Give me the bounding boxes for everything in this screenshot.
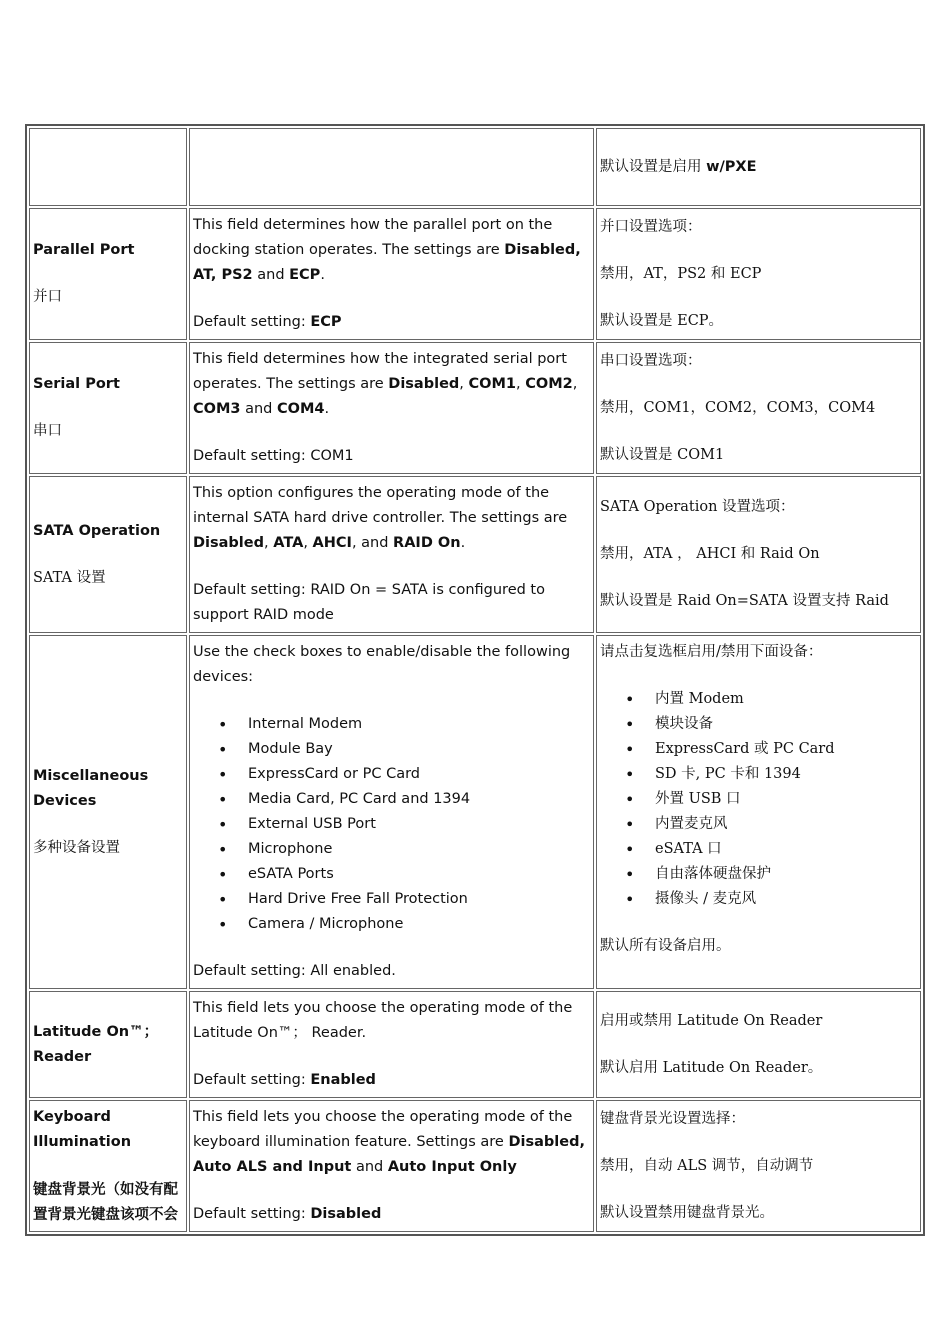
- cn-options: 禁用，AT，PS2 和 ECP: [600, 265, 762, 282]
- setting-name-cell: [29, 1100, 187, 1232]
- list-item: • 模块设备: [655, 712, 917, 737]
- cn-default: 默认启用 Latitude On Reader。: [600, 1059, 823, 1076]
- setting-name-cell: [29, 476, 187, 633]
- cn-default: 默认设置是 Raid On=SATA 设置支持 Raid: [600, 593, 889, 609]
- setting-cn-cell: [596, 128, 921, 206]
- setting-desc-cell: [189, 128, 594, 206]
- list-item: • 外置 USB 口: [655, 787, 917, 812]
- cn-options: 启用或禁用 Latitude On Reader: [600, 1012, 823, 1029]
- setting-name-cell: [29, 208, 187, 340]
- setting-cn-cell: [596, 208, 921, 340]
- setting-name-cell: [29, 991, 187, 1098]
- cn-device-list: [600, 687, 917, 912]
- setting-desc-cell: [189, 342, 594, 474]
- table-row-misc-devices: [29, 635, 921, 989]
- setting-name-en: Keyboard Illumination: [33, 1109, 132, 1150]
- cn-default: 默认设置是 ECP。: [600, 312, 724, 329]
- setting-name-en: SATA Operation: [33, 522, 161, 539]
- setting-desc: This option configures the operating mode of the internal SATA hard drive controller. The settings are Disabled, ATA, AHCI, and RAID On.: [193, 485, 568, 551]
- cn-default-value: w/PXE: [706, 158, 757, 175]
- list-item: • 摄像头 / 麦克风: [655, 887, 917, 912]
- setting-name-cell: [29, 342, 187, 474]
- list-item: • 内置 Modem: [655, 687, 917, 712]
- setting-name-cn: 串口: [33, 423, 62, 439]
- list-item: • External USB Port: [248, 812, 590, 837]
- list-item: • Microphone: [248, 837, 590, 862]
- setting-cn-cell: [596, 635, 921, 989]
- table-row-pxe: [29, 128, 921, 206]
- list-item: • eSATA 口: [655, 837, 917, 862]
- cn-options-title: SATA Operation 设置选项：: [600, 499, 795, 515]
- setting-cn-cell: [596, 1100, 921, 1232]
- setting-desc-cell: [189, 991, 594, 1098]
- setting-name-cn: SATA 设置: [33, 569, 106, 586]
- list-item: • eSATA Ports: [248, 862, 590, 887]
- setting-name-cn: 并口: [33, 289, 62, 305]
- setting-name-en: Miscellaneous Devices: [33, 767, 149, 809]
- setting-default: Default setting: RAID On = SATA is configured to support RAID mode: [193, 582, 545, 623]
- setting-name-cell: [29, 635, 187, 989]
- table-row-sata-operation: [29, 476, 921, 633]
- list-item: • ExpressCard or PC Card: [248, 762, 590, 787]
- setting-desc: This field lets you choose the operating mode of the keyboard illumination feature. Settings are Disabled, Auto ALS and Input and Auto Input Only: [193, 1109, 585, 1175]
- setting-name-cn: 多种设备设置: [33, 839, 120, 856]
- setting-name-en: Parallel Port: [33, 242, 135, 258]
- cn-default-text: 默认设置是启用: [600, 158, 702, 175]
- cn-options: 禁用，ATA ， AHCI 和 Raid On: [600, 546, 820, 562]
- cn-options: 禁用，自动 ALS 调节，自动调节: [600, 1157, 814, 1174]
- setting-desc-cell: [189, 208, 594, 340]
- setting-desc: This field determines how the integrated serial port operates. The settings are Disabled, COM1, COM2, COM3 and COM4.: [193, 351, 578, 417]
- setting-cn-cell: [596, 991, 921, 1098]
- setting-name-en: Latitude On™； Reader: [33, 1023, 159, 1065]
- table-row-serial-port: [29, 342, 921, 474]
- cn-default: 默认设置禁用键盘背景光。: [600, 1204, 774, 1221]
- device-list: [193, 712, 590, 937]
- setting-default: Default setting: COM1: [193, 448, 354, 464]
- setting-desc-cell: [189, 635, 594, 989]
- list-item: • Hard Drive Free Fall Protection: [248, 887, 590, 912]
- cn-options-title: 键盘背景光设置选择：: [600, 1110, 745, 1127]
- setting-desc-cell: [189, 1100, 594, 1232]
- cn-options-title: 串口设置选项：: [600, 352, 702, 369]
- list-item: • ExpressCard 或 PC Card: [655, 737, 917, 762]
- cn-intro: 请点击复选框启用/禁用下面设备：: [600, 644, 823, 660]
- list-item: • SD 卡, PC 卡和 1394: [655, 762, 917, 787]
- setting-default: Default setting: ECP: [193, 314, 342, 330]
- cn-default: 默认设置是 COM1: [600, 446, 725, 463]
- table-row-latitude-on: [29, 991, 921, 1098]
- list-item: • Module Bay: [248, 737, 590, 762]
- setting-default: Default setting: Disabled: [193, 1206, 382, 1222]
- setting-cn-cell: [596, 476, 921, 633]
- bios-settings-table: [25, 124, 925, 1236]
- setting-desc-cell: [189, 476, 594, 633]
- cn-default: 默认所有设备启用。: [600, 938, 731, 954]
- cn-options: 禁用，COM1，COM2，COM3，COM4: [600, 399, 876, 416]
- setting-desc: This field lets you choose the operating mode of the Latitude On™； Reader.: [193, 1000, 573, 1041]
- setting-desc: Use the check boxes to enable/disable the following devices:: [193, 644, 571, 685]
- list-item: • 内置麦克风: [655, 812, 917, 837]
- table-row-parallel-port: [29, 208, 921, 340]
- list-item: • Internal Modem: [248, 712, 590, 737]
- cn-options-title: 并口设置选项：: [600, 218, 702, 235]
- table-row-keyboard-illumination: [29, 1100, 921, 1232]
- setting-name-cell: [29, 128, 187, 206]
- list-item: • Camera / Microphone: [248, 912, 590, 937]
- setting-default: Default setting: All enabled.: [193, 963, 396, 979]
- setting-default: Default setting: Enabled: [193, 1072, 376, 1088]
- setting-name-cn: 键盘背景光（如没有配置背景光键盘该项不会: [33, 1181, 178, 1223]
- setting-desc: This field determines how the parallel port on the docking station operates. The settings are Disabled, AT, PS2 and ECP.: [193, 217, 581, 283]
- list-item: • Media Card, PC Card and 1394: [248, 787, 590, 812]
- list-item: • 自由落体硬盘保护: [655, 862, 917, 887]
- setting-name-en: Serial Port: [33, 376, 120, 392]
- setting-cn-cell: [596, 342, 921, 474]
